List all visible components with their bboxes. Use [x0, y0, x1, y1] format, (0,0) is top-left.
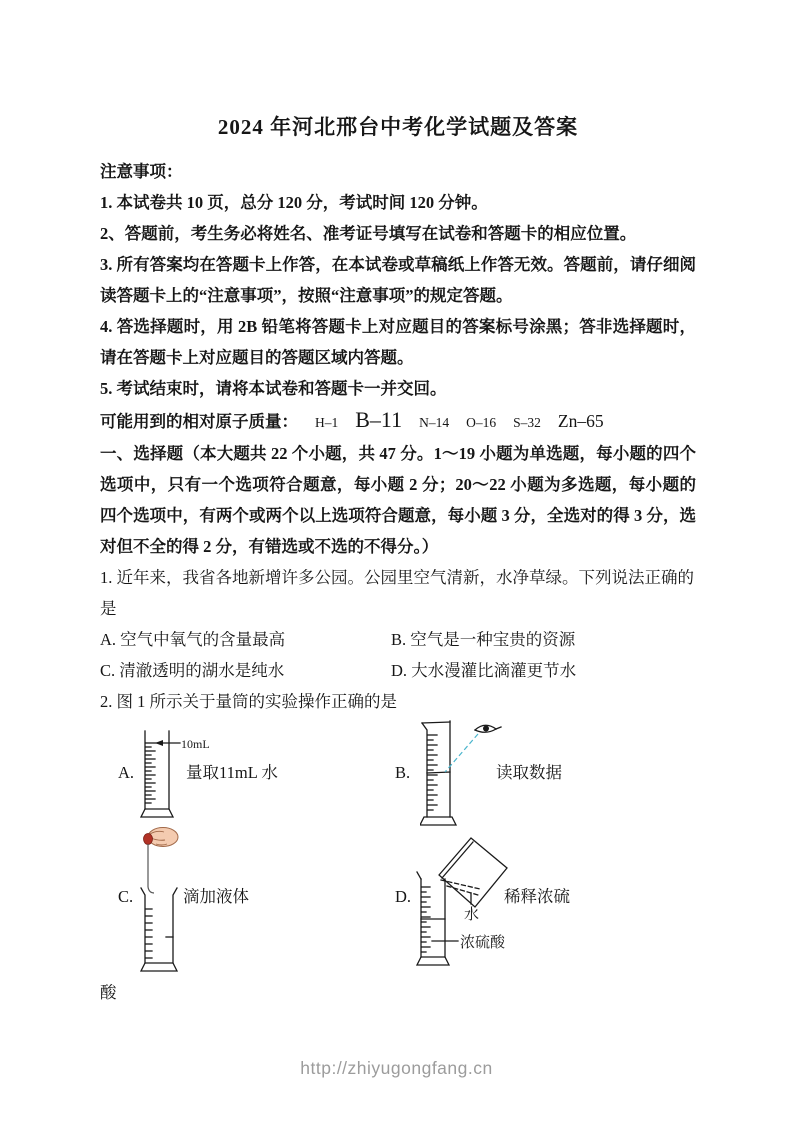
- q1-option-a: A. 空气中氧气的含量最高: [100, 630, 286, 649]
- figure-d-pour-label: 水: [464, 907, 480, 923]
- notice-item-5: 5. 考试结束时，请将本试卷和答题卡一并交回。: [100, 379, 447, 398]
- atomic-mass-o: O–16: [466, 415, 497, 430]
- figure-d-acid-label: 浓硫酸: [460, 935, 506, 951]
- figure-b-caption: 读取数据: [496, 763, 562, 782]
- atomic-mass-s: S–32: [513, 415, 541, 430]
- dropper-tip: [148, 887, 154, 893]
- section-1-header: 一、选择题（本大题共 22 个小题，共 47 分。1～19 小题为单选题，每小题的四个选项中，只有一个选项符合题意，每小题 2 分；20～22 小题为多选题，每小题的四个选项中，有两个或两个以上选项符合题意，每小题 3 分，全选对的得 3 分，选对但不全的得 2 分，有错选或不选的不得分。）: [100, 444, 696, 556]
- notices-heading: 注意事项：: [100, 162, 183, 181]
- question-2-text: 2. 图 1 所示关于量筒的实验操作正确的是: [100, 692, 397, 711]
- eye-icon: [475, 725, 501, 732]
- question-1-text: 1. 近年来，我省各地新增许多公园。公园里空气清新，水净草绿。下列说法正确的是: [100, 568, 694, 618]
- figure-c-label: C.: [118, 887, 134, 906]
- figure-a-mark-label: 10mL: [181, 737, 210, 751]
- beaker-icon: [439, 838, 507, 907]
- figure-c-caption: 滴加液体: [183, 887, 249, 906]
- q1-option-b: B. 空气是一种宝贵的资源: [391, 630, 576, 649]
- notice-item-4: 4. 答选择题时，用 2B 铅笔将答题卡上对应题目的答案标号涂黑；答非选择题时，请在答题卡上对应题目的答题区域内答题。: [100, 317, 696, 367]
- figure-b-label: B.: [395, 763, 411, 782]
- watermark-url: http://zhiyugongfang.cn: [300, 1058, 493, 1078]
- dropper-bulb-icon: [144, 834, 153, 845]
- figure-1: [100, 717, 696, 977]
- figure-a-label: A.: [118, 763, 135, 782]
- notice-item-2: 2、答题前，考生务必将姓名、准考证号填写在试卷和答题卡的相应位置。: [100, 224, 637, 243]
- atomic-mass-n: N–14: [419, 415, 450, 430]
- atomic-masses-line: [100, 404, 696, 438]
- notice-item-1: 1. 本试卷共 10 页，总分 120 分，考试时间 120 分钟。: [100, 193, 488, 212]
- figure-d-caption-overflow: 酸: [100, 983, 117, 1002]
- atomic-mass-zn: Zn–65: [557, 411, 604, 431]
- atomic-mass-b: B–11: [355, 407, 403, 432]
- q1-option-c: C. 清澈透明的湖水是纯水: [100, 661, 285, 680]
- figure-a-caption: 量取11mL 水: [186, 763, 278, 782]
- figure-d-dilution: [412, 829, 517, 979]
- notice-item-3: 3. 所有答案均在答题卡上作答，在本试卷或草稿纸上作答无效。答题前，请仔细阅读答题卡上的“注意事项”，按照“注意事项”的规定答题。: [100, 255, 696, 305]
- atomic-mass-h: H–1: [315, 415, 339, 430]
- page-title: 2024 年河北邢台中考化学试题及答案: [217, 115, 579, 139]
- atomic-masses-label: 可能用到的相对原子质量：: [100, 412, 298, 431]
- q1-option-d: D. 大水漫灌比滴灌更节水: [391, 661, 577, 680]
- question-1-options: [100, 624, 696, 686]
- figure-d-label: D.: [395, 887, 412, 906]
- figure-d-caption: 稀释浓硫: [504, 887, 570, 906]
- figure-b-cylinder-with-eye: [420, 719, 505, 834]
- arrow-icon: [155, 740, 163, 746]
